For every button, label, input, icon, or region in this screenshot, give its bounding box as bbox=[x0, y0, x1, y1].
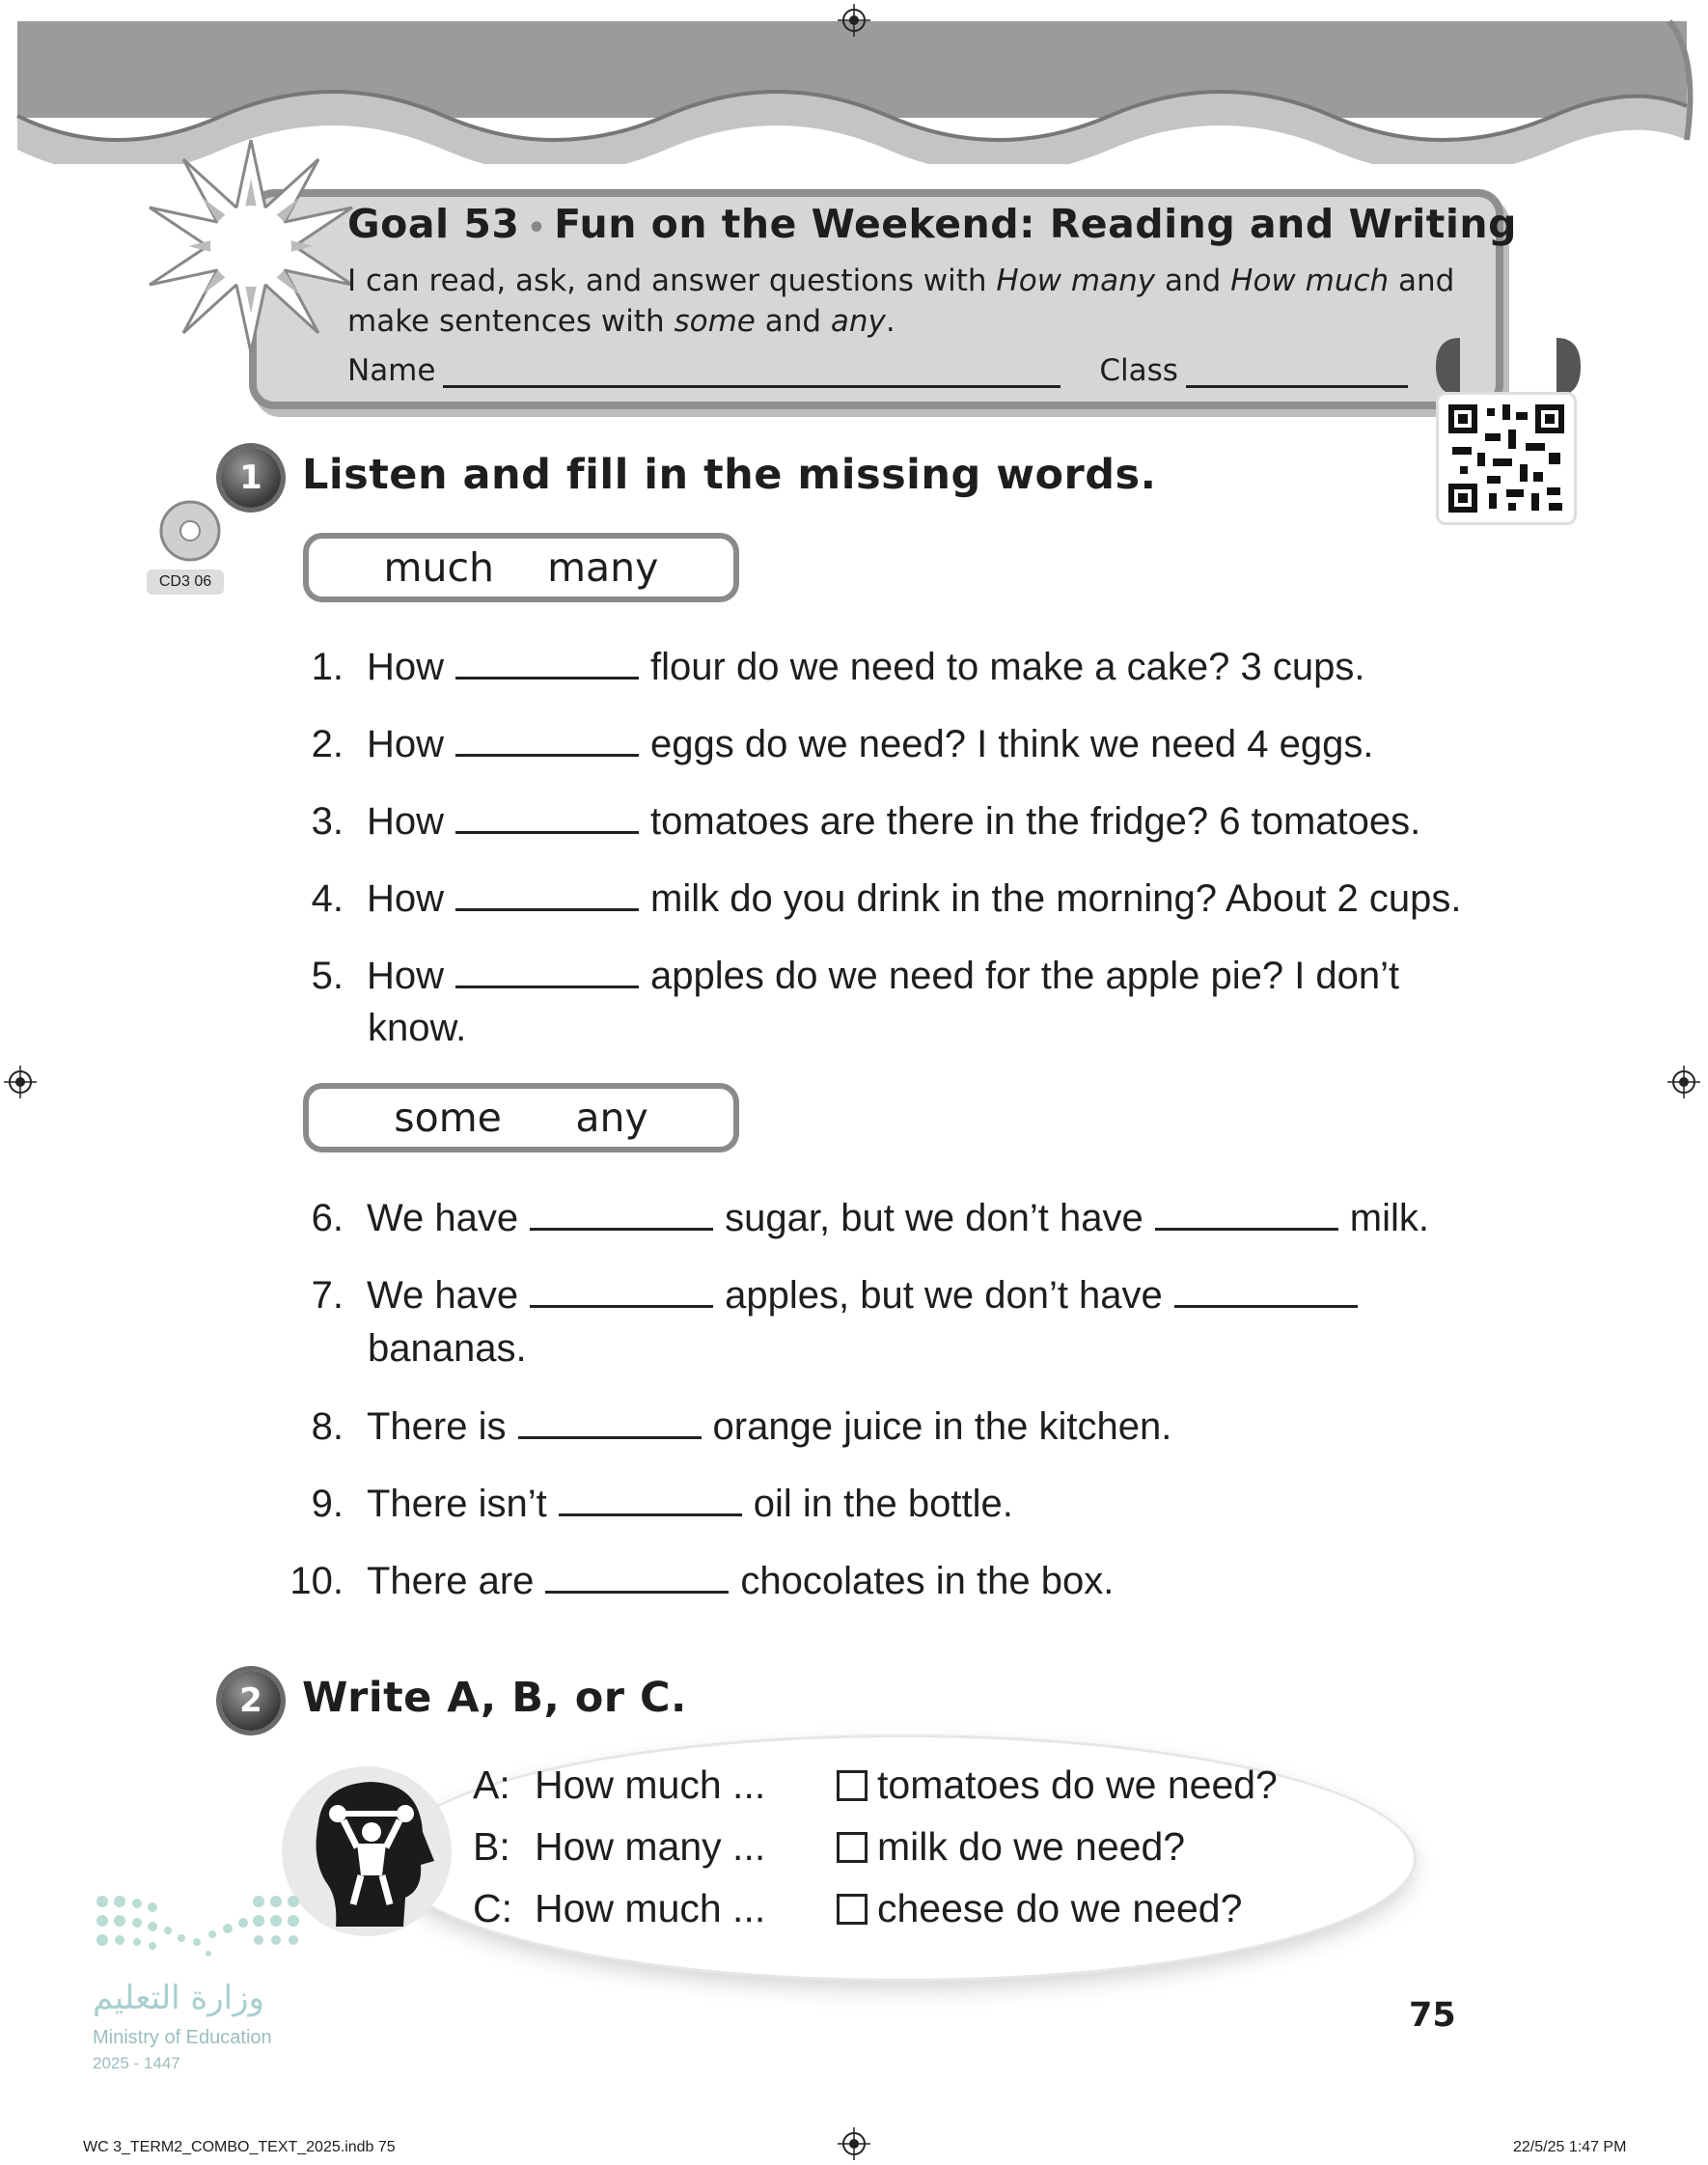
exercise-item: 2. How eggs do we need? I think we need 4 eggs. bbox=[289, 719, 1373, 768]
exercise-item: 9. There isn’t oil in the bottle. bbox=[289, 1479, 1013, 1528]
goal-title: Goal 53 • Fun on the Weekend: Reading and Writing bbox=[347, 201, 1517, 247]
ministry-name-english: Ministry of Education bbox=[93, 2027, 272, 2048]
word-box-word: any bbox=[575, 1095, 648, 1141]
cd-label: CD3 06 bbox=[147, 569, 224, 595]
exercise-1-number: 1 bbox=[221, 448, 281, 508]
name-label: Name bbox=[347, 353, 436, 388]
exercise-item: 8. There is orange juice in the kitchen. bbox=[289, 1402, 1171, 1451]
answer-blank[interactable] bbox=[455, 874, 639, 911]
exercise-1-title: Listen and fill in the missing words. bbox=[302, 451, 1157, 499]
answer-blank[interactable] bbox=[1174, 1270, 1358, 1308]
exercise-item-continuation: know. bbox=[368, 1007, 467, 1049]
exercise-item: 7. We have apples, but we don’t have bbox=[289, 1270, 1369, 1319]
exercise-item: 6. We have sugar, but we don’t have milk. bbox=[289, 1193, 1429, 1242]
name-field[interactable] bbox=[443, 356, 1061, 388]
answer-checkbox[interactable] bbox=[837, 1894, 868, 1925]
exercise-2-number: 2 bbox=[221, 1671, 281, 1731]
word-box-word: many bbox=[547, 544, 659, 591]
starburst-icon bbox=[145, 140, 357, 352]
qr-code[interactable] bbox=[1436, 392, 1577, 525]
exercise-item-continuation: bananas. bbox=[368, 1327, 527, 1370]
answer-blank[interactable] bbox=[559, 1479, 742, 1516]
ministry-dots-logo bbox=[93, 1892, 305, 1969]
registration-mark-icon bbox=[1667, 1066, 1700, 1098]
answer-blank[interactable] bbox=[455, 719, 639, 757]
answer-checkbox[interactable] bbox=[837, 1770, 868, 1801]
matching-row: C: How much ... cheese do we need? bbox=[473, 1886, 1243, 1930]
word-box-much-many bbox=[303, 533, 739, 602]
answer-blank[interactable] bbox=[518, 1402, 702, 1439]
name-class-row bbox=[347, 353, 1408, 388]
goal-description: I can read, ask, and answer questions with How many and How much and make sentences with some and any. bbox=[347, 264, 1455, 339]
footer-date-info: 22/5/25 1:47 PM bbox=[1513, 2139, 1627, 2155]
answer-blank[interactable] bbox=[455, 951, 639, 988]
answer-blank[interactable] bbox=[455, 796, 639, 834]
registration-mark-icon bbox=[838, 4, 870, 37]
class-field[interactable] bbox=[1186, 356, 1408, 388]
cd-track[interactable] bbox=[147, 494, 224, 600]
answer-blank[interactable] bbox=[1155, 1193, 1338, 1231]
ministry-name-arabic: وزارة التعليم bbox=[93, 1979, 264, 2017]
matching-row: B: How many ... milk do we need? bbox=[473, 1824, 1186, 1869]
registration-mark-icon bbox=[838, 2127, 870, 2160]
word-box-word: some bbox=[394, 1095, 502, 1141]
exercise-item: 4. How milk do you drink in the morning? About 2 cups. bbox=[289, 874, 1462, 923]
ministry-year: 2025 - 1447 bbox=[93, 2054, 180, 2072]
answer-blank[interactable] bbox=[455, 642, 639, 680]
matching-row: A: How much ... tomatoes do we need? bbox=[473, 1763, 1278, 1807]
exercise-item: 1. How flour do we need to make a cake? 3 cups. bbox=[289, 642, 1364, 691]
registration-mark-icon bbox=[4, 1066, 37, 1098]
answer-blank[interactable] bbox=[530, 1270, 713, 1308]
answer-blank[interactable] bbox=[530, 1193, 713, 1231]
exercise-item: 3. How tomatoes are there in the fridge? 6 tomatoes. bbox=[289, 796, 1420, 846]
class-label: Class bbox=[1099, 353, 1178, 388]
exercise-item: 5. How apples do we need for the apple pie? I don’t bbox=[289, 951, 1399, 1000]
exercise-2-title: Write A, B, or C. bbox=[302, 1674, 687, 1722]
answer-blank[interactable] bbox=[545, 1556, 729, 1594]
qr-code-icon bbox=[1448, 404, 1564, 513]
footer-file-info: WC 3_TERM2_COMBO_TEXT_2025.indb 75 bbox=[83, 2139, 396, 2155]
word-box-some-any bbox=[303, 1083, 739, 1152]
cd-icon bbox=[147, 494, 224, 562]
brain-strength-icon bbox=[280, 1764, 454, 1938]
answer-checkbox[interactable] bbox=[837, 1832, 868, 1863]
exercise-item: 10. There are chocolates in the box. bbox=[289, 1556, 1114, 1605]
word-box-word: much bbox=[383, 544, 494, 591]
page-number: 75 bbox=[1409, 1996, 1456, 2035]
